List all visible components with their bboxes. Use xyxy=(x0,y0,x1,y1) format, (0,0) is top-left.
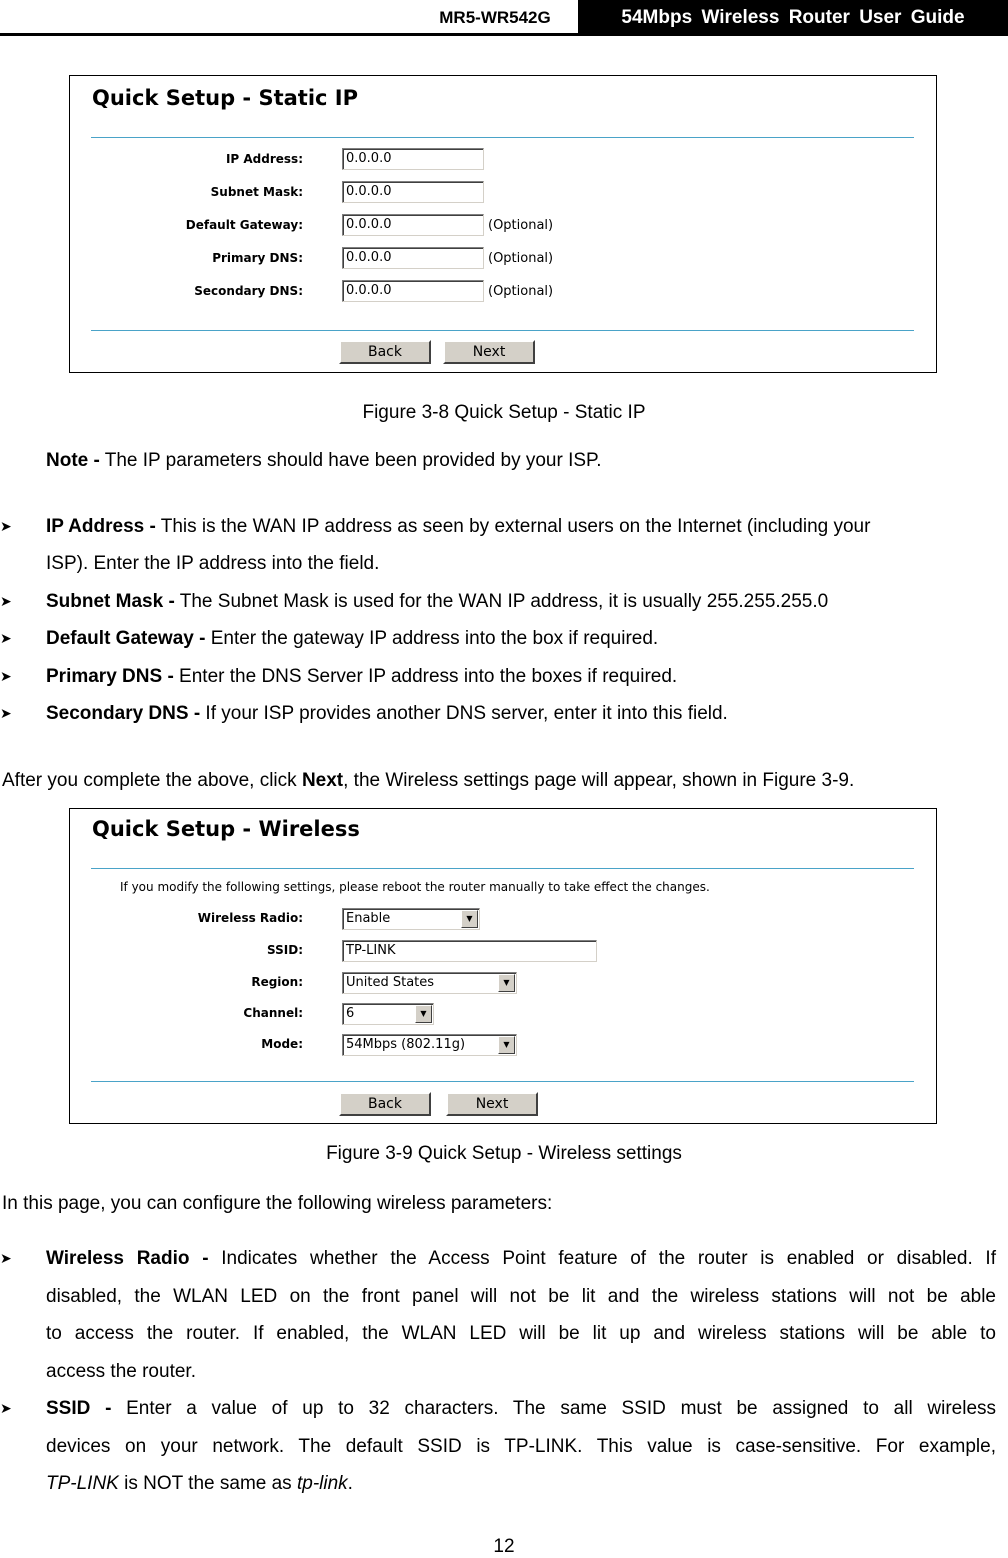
default-gateway-description xyxy=(46,620,658,658)
subnet-mask-label: Subnet Mask: xyxy=(210,185,303,199)
term: Subnet Mask - xyxy=(46,591,175,612)
description-text: This is the WAN IP address as seen by external users on the Internet (including your xyxy=(155,516,871,537)
header-title: 54Mbps Wireless Router User Guide xyxy=(578,0,1008,34)
next-button[interactable]: Next xyxy=(443,340,535,364)
secondary-dns-description xyxy=(46,695,728,733)
bullet-arrow-icon: ➤ xyxy=(0,1400,12,1416)
next-button[interactable]: Next xyxy=(446,1092,538,1116)
subnet-mask-input[interactable]: 0.0.0.0 xyxy=(342,181,484,203)
description-text: If your ISP provides another DNS server, enter it into this field. xyxy=(200,703,728,724)
optional-note: (Optional) xyxy=(488,218,554,233)
wireless-title: Quick Setup - Wireless xyxy=(92,817,360,841)
intro-paragraph: In this page, you can configure the following wireless parameters: xyxy=(2,1193,553,1214)
wireless-radio-line: disabled, the WLAN LED on the front panel will not be lit and the wireless stations will not be able xyxy=(46,1285,996,1307)
dropdown-arrow-icon[interactable]: ▼ xyxy=(415,1005,432,1023)
bullet-arrow-icon: ➤ xyxy=(0,705,12,721)
wireless-radio-label: Wireless Radio: xyxy=(197,911,303,925)
note-lead: Note - xyxy=(46,450,100,471)
description-text: Enter the gateway IP address into the box if required. xyxy=(205,628,659,649)
description-text: is NOT the same as xyxy=(118,1473,297,1494)
back-button[interactable]: Back xyxy=(339,1092,431,1116)
select-value: Enable xyxy=(346,911,391,926)
select-value: 6 xyxy=(346,1006,355,1021)
note-text: The IP parameters should have been provided by your ISP. xyxy=(99,450,602,471)
secondary-dns-input[interactable]: 0.0.0.0 xyxy=(342,280,484,302)
wireless-radio-select[interactable] xyxy=(342,908,480,930)
mode-select[interactable] xyxy=(342,1034,517,1056)
wireless-radio-line xyxy=(46,1240,996,1278)
figure-3-8-caption: Figure 3-8 Quick Setup - Static IP xyxy=(362,402,646,423)
reboot-note: If you modify the following settings, please reboot the router manually to take effect the changes. xyxy=(120,880,710,894)
page-number: 12 xyxy=(493,1536,515,1557)
bullet-arrow-icon: ➤ xyxy=(0,630,12,646)
region-label: Region: xyxy=(251,975,303,989)
primary-dns-label: Primary DNS: xyxy=(212,251,303,265)
figure-3-9-caption: Figure 3-9 Quick Setup - Wireless settings xyxy=(326,1143,682,1164)
ssid-line xyxy=(46,1465,996,1503)
wireless-radio-line: to access the router. If enabled, the WLAN LED will be lit up and wireless stations will be able to xyxy=(46,1323,996,1344)
bullet-arrow-icon: ➤ xyxy=(0,518,12,534)
description-text: The Subnet Mask is used for the WAN IP address, it is usually 255.255.255.0 xyxy=(174,591,829,612)
bullet-arrow-icon: ➤ xyxy=(0,1250,12,1266)
ssid-line xyxy=(46,1390,996,1428)
term: Wireless Radio - xyxy=(46,1248,209,1269)
divider xyxy=(91,330,914,331)
region-select[interactable] xyxy=(342,972,517,994)
ip-address-label: IP Address: xyxy=(225,152,303,166)
after-text-post: , the Wireless settings page will appear, shown in Figure 3-9. xyxy=(343,770,855,791)
ip-address-description xyxy=(46,508,870,546)
dropdown-arrow-icon[interactable]: ▼ xyxy=(461,910,478,928)
ssid-description xyxy=(46,1390,996,1503)
select-value: United States xyxy=(346,975,435,990)
after-text-bold: Next xyxy=(301,770,344,791)
primary-dns-description xyxy=(46,658,677,696)
term: Secondary DNS - xyxy=(46,703,201,724)
ip-address-input[interactable]: 0.0.0.0 xyxy=(342,148,484,170)
subnet-mask-description xyxy=(46,583,828,621)
default-gateway-input[interactable]: 0.0.0.0 xyxy=(342,214,484,236)
term: Primary DNS - xyxy=(46,666,174,687)
description-text: . xyxy=(347,1473,353,1494)
ssid-label: SSID: xyxy=(267,943,303,957)
example-text: tp-link xyxy=(296,1473,348,1494)
ssid-line: devices on your network. The default SSID is TP-LINK. This value is case-sensitive. For example, xyxy=(46,1435,996,1457)
channel-label: Channel: xyxy=(243,1006,303,1020)
term: Default Gateway - xyxy=(46,628,206,649)
divider xyxy=(91,868,914,869)
bullet-arrow-icon: ➤ xyxy=(0,668,12,684)
wireless-panel xyxy=(69,808,937,1124)
dropdown-arrow-icon[interactable]: ▼ xyxy=(498,1036,515,1054)
ssid-input[interactable]: TP-LINK xyxy=(342,940,597,962)
description-text: Enter the DNS Server IP address into the boxes if required. xyxy=(173,666,678,687)
bullet-arrow-icon: ➤ xyxy=(0,593,12,609)
select-value: 54Mbps (802.11g) xyxy=(346,1037,466,1052)
divider xyxy=(91,1081,914,1082)
wireless-radio-description xyxy=(46,1240,996,1390)
optional-note: (Optional) xyxy=(488,284,554,299)
example-text: TP-LINK xyxy=(46,1473,119,1494)
after-text-pre: After you complete the above, click xyxy=(2,770,302,791)
note-paragraph xyxy=(46,442,602,480)
channel-select[interactable] xyxy=(342,1003,434,1025)
mode-label: Mode: xyxy=(261,1037,303,1051)
description-text: Indicates whether the Access Point feature of the router is enabled or disabled. If xyxy=(208,1248,996,1269)
dropdown-arrow-icon[interactable]: ▼ xyxy=(498,974,515,992)
primary-dns-input[interactable]: 0.0.0.0 xyxy=(342,247,484,269)
optional-note: (Optional) xyxy=(488,251,554,266)
term: SSID - xyxy=(46,1398,112,1419)
ip-address-description-cont: ISP). Enter the IP address into the field. xyxy=(46,553,380,574)
static-ip-panel xyxy=(69,75,937,373)
term: IP Address - xyxy=(46,516,156,537)
description-text: Enter a value of up to 32 characters. The same SSID must be assigned to all wireless xyxy=(111,1398,997,1419)
default-gateway-label: Default Gateway: xyxy=(185,218,303,232)
header-rule xyxy=(0,33,1008,36)
back-button[interactable]: Back xyxy=(339,340,431,364)
divider xyxy=(91,137,914,138)
header-model: MR5-WR542G xyxy=(439,8,551,27)
static-ip-title: Quick Setup - Static IP xyxy=(92,86,358,110)
secondary-dns-label: Secondary DNS: xyxy=(194,284,303,298)
wireless-radio-line: access the router. xyxy=(46,1360,196,1382)
after-paragraph xyxy=(2,762,854,800)
